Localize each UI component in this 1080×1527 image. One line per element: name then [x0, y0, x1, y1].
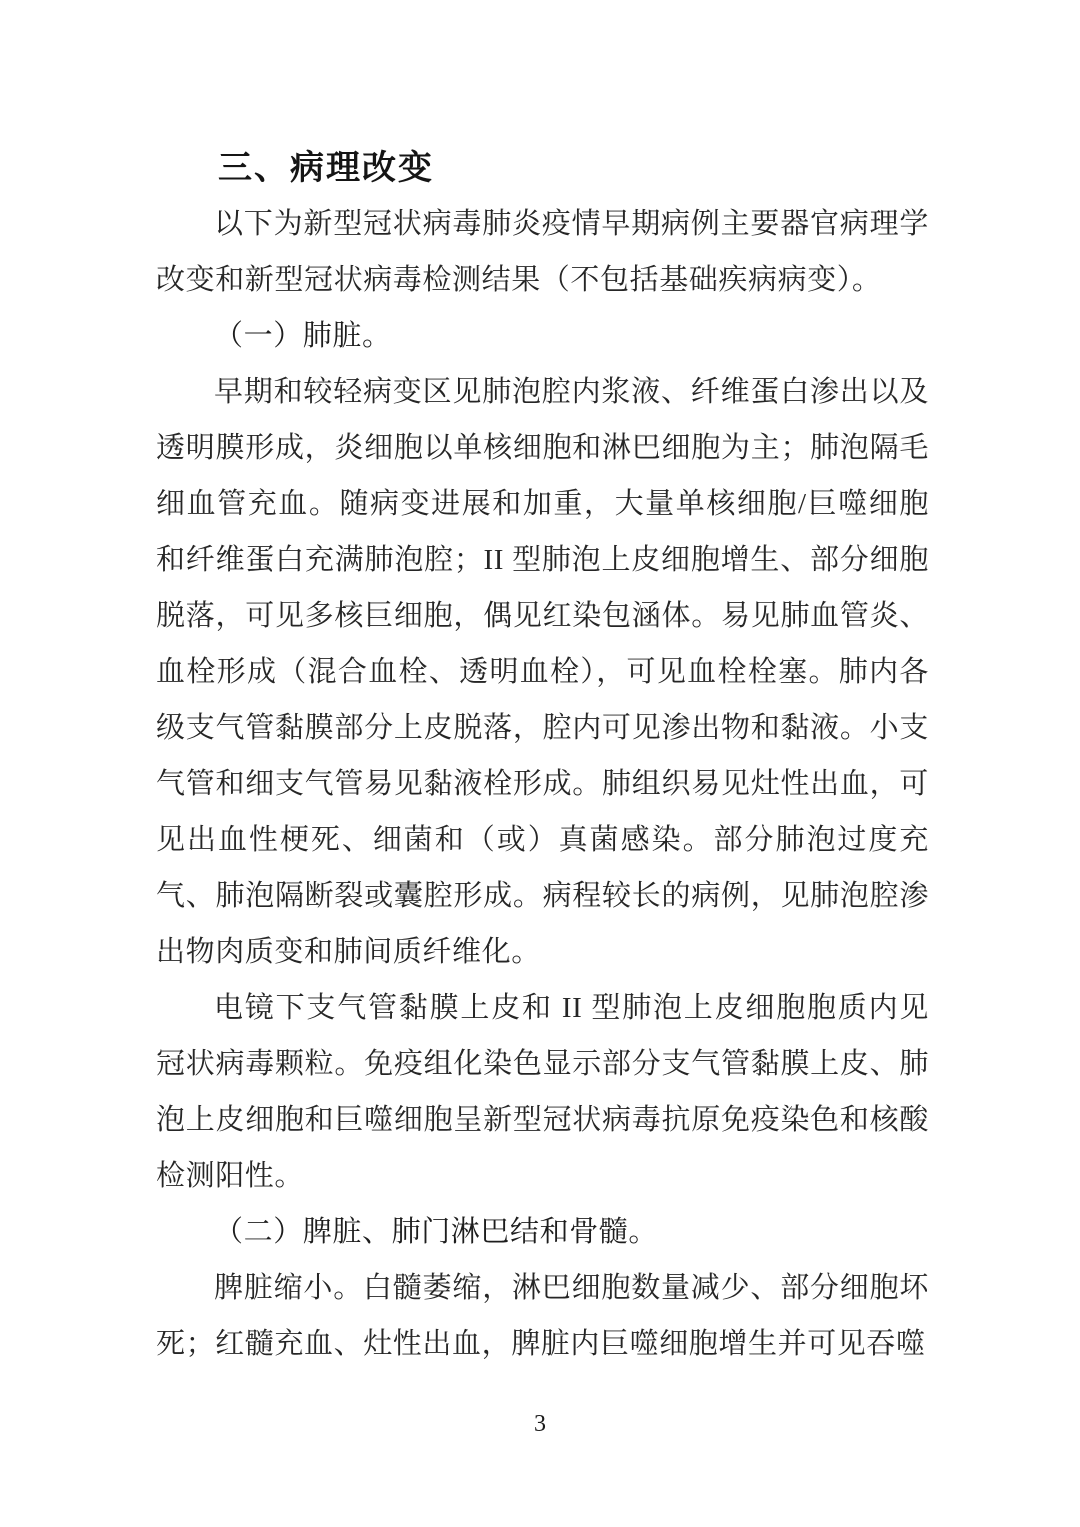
paragraph-lung-electron-microscopy: 电镜下支气管黏膜上皮和 II 型肺泡上皮细胞胞质内见冠状病毒颗粒。免疫组化染色显示部分支气管黏膜上皮、肺泡上皮细胞和巨噬细胞呈新型冠状病毒抗原免疫染色和核酸检测阳性。 — [156, 992, 929, 1192]
paragraph-intro: 以下为新型冠状病毒肺炎疫情早期病例主要器官病理学改变和新型冠状病毒检测结果（不包括基础疾病病变）。 — [156, 208, 929, 296]
subsection-heading-lung: （一）肺脏。 — [214, 320, 392, 352]
subsection-heading-spleen-lymph-marrow: （二）脾脏、肺门淋巴结和骨髓。 — [214, 1216, 659, 1248]
section-heading: 三、病理改变 — [218, 149, 434, 187]
page-number: 3 — [534, 1411, 546, 1437]
paragraph-lung-pathology: 早期和较轻病变区见肺泡腔内浆液、纤维蛋白渗出以及透明膜形成，炎细胞以单核细胞和淋巴细胞为主；肺泡隔毛细血管充血。随病变进展和加重，大量单核细胞/巨噬细胞和纤维蛋白充满肺泡腔；II 型肺泡上皮细胞增生、部分细胞脱落，可见多核巨细胞，偶见红染包涵体。易见肺血管炎、血栓形成（混合血栓、透明血栓），可见血栓栓塞。肺内各级支气管黏膜部分上皮脱落，腔内可见渗出物和黏液。小支气管和细支气管易见黏液栓形成。肺组织易见灶性出血，可见出血性梗死、细菌和（或）真菌感染。部分肺泡过度充气、肺泡隔断裂或囊腔形成。病程较长的病例，见肺泡腔渗出物肉质变和肺间质纤维化。 — [156, 376, 929, 968]
document-content — [156, 140, 929, 1372]
paragraph-spleen-pathology: 脾脏缩小。白髓萎缩，淋巴细胞数量减少、部分细胞坏死；红髓充血、灶性出血，脾脏内巨噬细胞增生并可见吞噬 — [156, 1272, 929, 1360]
